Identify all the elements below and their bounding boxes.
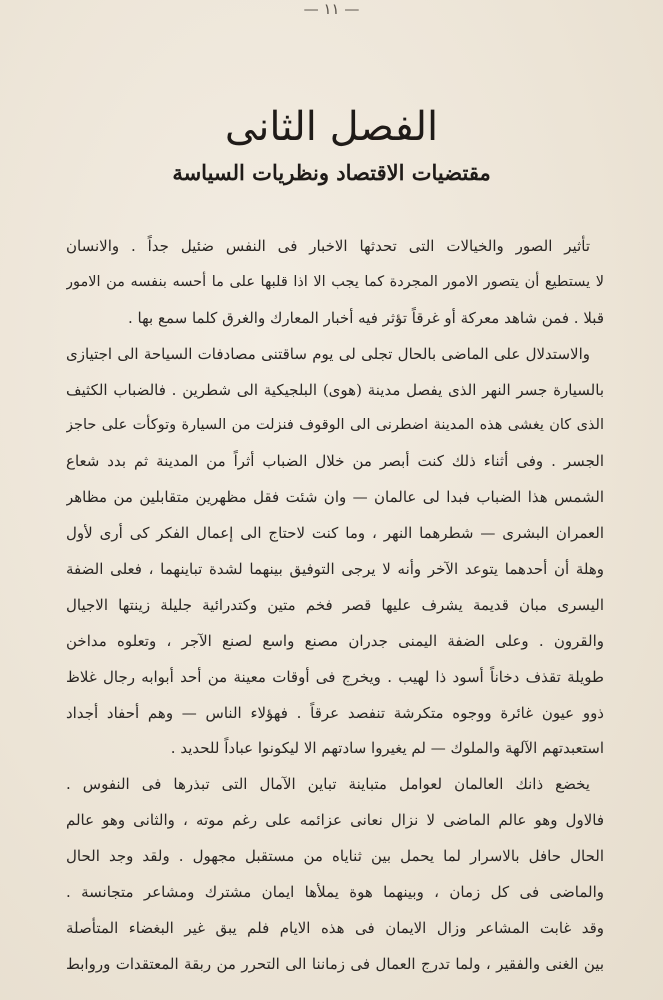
text-line: الجسر . وفى أثناء ذلك كنت أبصر من خلال الضباب أثراً من المدينة ثم بدد شعاع [66,452,604,471]
text-line: يخضع ذانك العالمان لعوامل متباينة تباين الآمال التى تبذرها فى النفوس . [66,775,590,794]
text-line: الذى كان يغشى هذه المدينة اضطرنى الى الوقوف فنزلت من السيارة وتوكأت على حاجز [66,417,604,434]
text-line: والماضى فى كل زمان ، وبينهما هوة يملأها ايمان مشترك ومشاعر متجانسة . [66,883,604,902]
text-line: وهلة أن أحدهما يتوعد الآخر وأنه لا يرجى التوفيق بينهما لشدة تباينهما ، فعلى الضفة [66,560,604,579]
text-line: استعبدتهم الآلهة والملوك — لم يغيروا سادتهم الا ليكونوا عباداً للحديد . [170,739,604,758]
body-text [66,229,604,983]
text-line: بالسيارة جسر النهر الذى يفصل مدينة (هوى) البلجيكية الى شطرين . فالضباب الكثيف [66,380,604,399]
text-line: فالاول وهو عالم الماضى لا نزال نعانى عزائمه على رغم موته ، والثانى وهو عالم [66,811,604,830]
text-line: تأثير الصور والخيالات التى تحدثها الاخبار فى النفس ضئيل جداً . والانسان [66,237,590,255]
text-line: اليسرى مبان قديمة يشرف عليها قصر فخم متين وكتدرائية جليلة زينتها الاجيال [66,595,604,614]
text-line: قبلا . فمن شاهد معركة أو غرقاً تؤثر فيه أخبار المعارك والغرق كلما سمع بها . [128,308,604,327]
text-line: بين الغنى والفقير ، ولما تدرج العمال فى زماننا الى التحرر من ربقة المعتقدات وروابط [66,954,604,973]
text-line: طويلة تقذف دخاناً أسود ذا لهيب . ويخرج فى أوقات معينة من أحد أبوابه رجال غلاظ [66,667,604,686]
text-line: والاستدلال على الماضى بالحال تجلى لى يوم ساقتنى مصادفات السياحة الى اجتيازى [66,344,590,363]
text-line: الشمس هذا الضباب فبدا لى عالمان — وان شئت فقل مظهرين متقابلين من مظاهر [66,488,604,507]
chapter-subtitle: مقتضيات الاقتصاد ونظريات السياسة [172,160,491,185]
text-line: والقرون . وعلى الضفة اليمنى جدران مصنع واسع لصنع الآجر ، وتعلوه مداخن [66,631,604,650]
text-line: وقد غابت المشاعر وزال الايمان فى هذه الايام فلم يبق غير البغضاء المتأصلة [66,918,604,937]
chapter-title: الفصل الثانى [224,104,439,150]
text-line: الحال حافل بالاسرار لما يحمل بين ثناياه من مستقبل مجهول . ولقد وجد الحال [66,847,604,866]
text-line: ذوو عيون غائرة ووجوه متكرشة تنفصد عرقاً . فهؤلاء الناس — وهم أحفاد أجداد [66,703,604,722]
text-line: العمران البشرى — شطرهما النهر ، وما كنت لاحتاج الى إعمال الفكر كى أرى لأول [66,524,604,543]
text-line: لا يستطيع أن يتصور الامور المجردة كما يجب الا اذا قلبها على ما أحسه بنفسه من الامور [66,273,604,290]
page-number: — ١١ — [303,0,360,18]
